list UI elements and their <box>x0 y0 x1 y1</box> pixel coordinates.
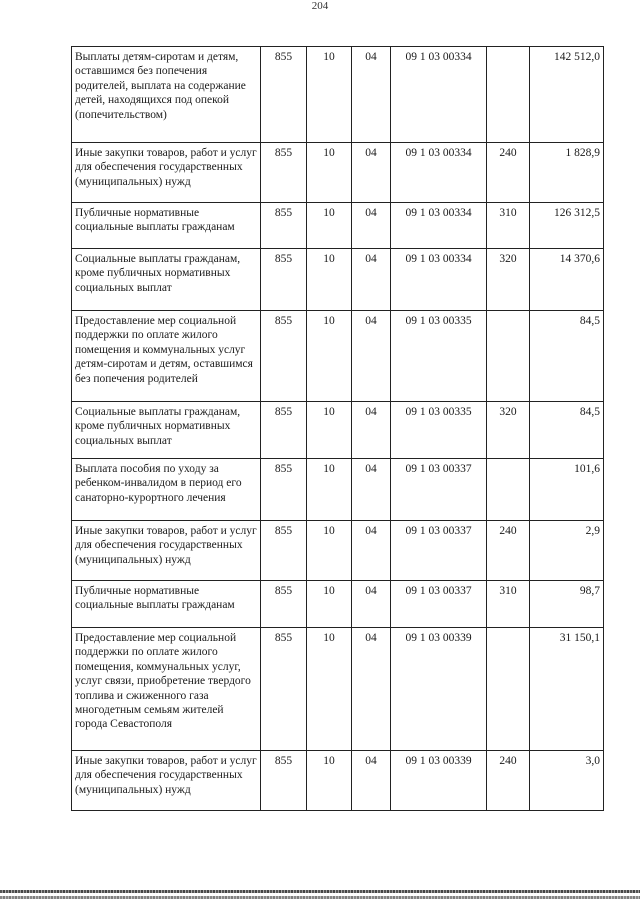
subsection-code: 04 <box>352 521 391 581</box>
table-row <box>72 249 604 311</box>
target-article: 09 1 03 00339 <box>391 751 487 811</box>
row-name: Публичные нормативные социальные выплаты гражданам <box>72 203 261 249</box>
target-article: 09 1 03 00335 <box>391 402 487 459</box>
target-article: 09 1 03 00334 <box>391 143 487 203</box>
scan-edge-line <box>0 896 640 899</box>
amount: 142 512,0 <box>530 47 604 143</box>
amount: 3,0 <box>530 751 604 811</box>
expense-type <box>487 47 530 143</box>
subsection-code: 04 <box>352 581 391 628</box>
expense-type: 240 <box>487 521 530 581</box>
table-row <box>72 459 604 521</box>
target-article: 09 1 03 00334 <box>391 249 487 311</box>
table-row <box>72 402 604 459</box>
table-row <box>72 203 604 249</box>
amount: 2,9 <box>530 521 604 581</box>
amount: 98,7 <box>530 581 604 628</box>
expense-type: 310 <box>487 203 530 249</box>
expense-type <box>487 628 530 751</box>
table-row <box>72 628 604 751</box>
ministry-code: 855 <box>261 203 307 249</box>
section-code: 10 <box>307 203 352 249</box>
ministry-code: 855 <box>261 143 307 203</box>
section-code: 10 <box>307 47 352 143</box>
subsection-code: 04 <box>352 628 391 751</box>
row-name: Предоставление мер социальной поддержки по оплате жилого помещения и коммунальных услуг детям-сиротам и детям, оставшимся без попечения родителей <box>72 311 261 402</box>
ministry-code: 855 <box>261 581 307 628</box>
target-article: 09 1 03 00334 <box>391 203 487 249</box>
expense-type <box>487 459 530 521</box>
amount: 84,5 <box>530 311 604 402</box>
amount: 14 370,6 <box>530 249 604 311</box>
table-row <box>72 47 604 143</box>
row-name: Иные закупки товаров, работ и услуг для обеспечения государственных (муниципальных) нужд <box>72 143 261 203</box>
page-number: 204 <box>311 0 329 12</box>
subsection-code: 04 <box>352 751 391 811</box>
subsection-code: 04 <box>352 143 391 203</box>
target-article: 09 1 03 00337 <box>391 459 487 521</box>
target-article: 09 1 03 00335 <box>391 311 487 402</box>
ministry-code: 855 <box>261 751 307 811</box>
target-article: 09 1 03 00337 <box>391 581 487 628</box>
ministry-code: 855 <box>261 311 307 402</box>
table-row <box>72 143 604 203</box>
section-code: 10 <box>307 311 352 402</box>
section-code: 10 <box>307 581 352 628</box>
table-row <box>72 311 604 402</box>
row-name: Иные закупки товаров, работ и услуг для обеспечения государственных (муниципальных) нужд <box>72 751 261 811</box>
row-name: Социальные выплаты гражданам, кроме публичных нормативных социальных выплат <box>72 402 261 459</box>
amount: 1 828,9 <box>530 143 604 203</box>
budget-table <box>71 46 604 811</box>
expense-type: 310 <box>487 581 530 628</box>
table-row <box>72 521 604 581</box>
expense-type: 240 <box>487 751 530 811</box>
ministry-code: 855 <box>261 47 307 143</box>
section-code: 10 <box>307 249 352 311</box>
subsection-code: 04 <box>352 47 391 143</box>
ministry-code: 855 <box>261 402 307 459</box>
expense-type: 320 <box>487 249 530 311</box>
amount: 101,6 <box>530 459 604 521</box>
subsection-code: 04 <box>352 459 391 521</box>
amount: 31 150,1 <box>530 628 604 751</box>
section-code: 10 <box>307 143 352 203</box>
amount: 126 312,5 <box>530 203 604 249</box>
ministry-code: 855 <box>261 521 307 581</box>
target-article: 09 1 03 00334 <box>391 47 487 143</box>
row-name: Предоставление мер социальной поддержки по оплате жилого помещения, коммунальных услуг, услуг связи, приобретение твердого топлива и сжиженного газа многодетным семьям жителей города Севастополя <box>72 628 261 751</box>
row-name: Иные закупки товаров, работ и услуг для обеспечения государственных (муниципальных) нужд <box>72 521 261 581</box>
expense-type: 240 <box>487 143 530 203</box>
target-article: 09 1 03 00339 <box>391 628 487 751</box>
row-name: Выплаты детям-сиротам и детям, оставшимся без попечения родителей, выплата на содержание детей, находящихся под опекой (попечительством) <box>72 47 261 143</box>
scan-edge-line <box>0 890 640 893</box>
table-row <box>72 581 604 628</box>
ministry-code: 855 <box>261 249 307 311</box>
expense-type <box>487 311 530 402</box>
section-code: 10 <box>307 402 352 459</box>
ministry-code: 855 <box>261 628 307 751</box>
subsection-code: 04 <box>352 402 391 459</box>
subsection-code: 04 <box>352 311 391 402</box>
subsection-code: 04 <box>352 249 391 311</box>
section-code: 10 <box>307 628 352 751</box>
ministry-code: 855 <box>261 459 307 521</box>
amount: 84,5 <box>530 402 604 459</box>
table-row <box>72 751 604 811</box>
subsection-code: 04 <box>352 203 391 249</box>
section-code: 10 <box>307 459 352 521</box>
row-name: Социальные выплаты гражданам, кроме публичных нормативных социальных выплат <box>72 249 261 311</box>
expense-type: 320 <box>487 402 530 459</box>
row-name: Публичные нормативные социальные выплаты гражданам <box>72 581 261 628</box>
section-code: 10 <box>307 521 352 581</box>
section-code: 10 <box>307 751 352 811</box>
row-name: Выплата пособия по уходу за ребенком-инвалидом в период его санаторно-курортного лечения <box>72 459 261 521</box>
target-article: 09 1 03 00337 <box>391 521 487 581</box>
